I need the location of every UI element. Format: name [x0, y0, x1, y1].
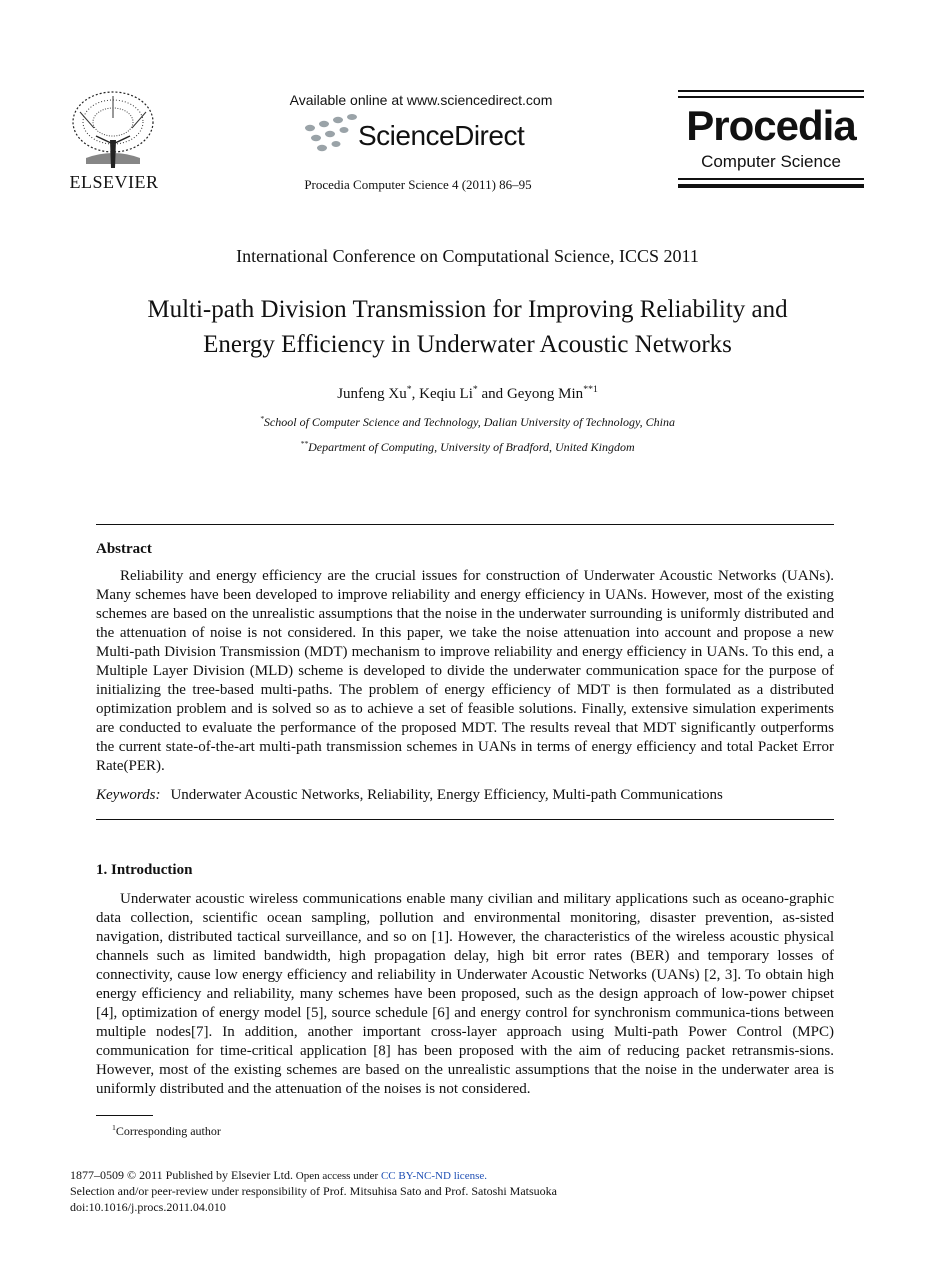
procedia-wordmark: Procedia — [686, 102, 856, 149]
peer-review-line: Selection and/or peer-review under responsibility of Prof. Mitsuhisa Sato and Prof. Satoshi Matsuoka — [70, 1184, 558, 1198]
author-mark: * — [472, 384, 478, 395]
footnote-mark: 1 — [112, 1123, 116, 1132]
conference-name: International Conference on Computational Science, ICCS 2011 — [236, 246, 699, 266]
abstract-heading: Abstract — [96, 541, 152, 557]
keywords-label: Keywords: — [96, 787, 161, 803]
intro-body — [96, 890, 834, 1099]
copyright-line — [70, 1167, 487, 1184]
affiliation-mark: ** — [300, 439, 309, 448]
open-access-text: Open access under — [293, 1170, 381, 1182]
divider-top — [96, 524, 834, 525]
keywords-list: Underwater Acoustic Networks, Reliability, Energy Efficiency, Multi-path Communications — [170, 787, 723, 803]
affiliation-text: School of Computer Science and Technology, Dalian University of Technology, China — [263, 415, 675, 429]
author-list — [0, 384, 935, 403]
journal-reference: Procedia Computer Science 4 (2011) 86–95 — [304, 177, 532, 192]
elsevier-wordmark: ELSEVIER — [69, 172, 159, 192]
title-line-2: Energy Efficiency in Underwater Acoustic Networks — [203, 331, 732, 358]
author-name: Keqiu Li — [419, 386, 473, 402]
affiliation-mark: * — [260, 414, 264, 423]
affiliation-text: Department of Computing, University of Bradford, United Kingdom — [308, 440, 635, 454]
divider-bottom — [96, 819, 834, 820]
footnote — [112, 1123, 221, 1139]
sciencedirect-logo-text: ScienceDirect — [358, 120, 525, 151]
intro-paragraph: Underwater acoustic wireless communications enable many civilian and military applications such as oceano-graphic data collection, scientific ocean sampling, pollution and environmental monitoring, disaster prevention, as-sisted navigation, distributed tactical surveillance, and so on [1]. However, the characteristics of the wireless acoustic physical channels such as limited bandwidth, high propagation delay, high bit error rates (BER) and temporary losses of connectivity, cause low energy efficiency and reliability in Underwater Acoustic Networks (UANs) [2, 3]. To obtain high energy efficiency and reliability, many schemes have been proposed, such as the design approach of low-power chipset [4], optimization of energy model [5], source schedule [6] and energy control for synchronism communica-tions between multiple nodes[7]. In addition, another important cross-layer approach using Multi-path Power Control (MPC) communication for time-critical application [8] has been proposed with the aim of reducing packet retransmis-sions. However, most of the existing schemes are based on the unrealistic assumptions that the noise in the underwater area is uniformly distributed and the attenuation of the noises is not considered. — [96, 891, 834, 1097]
copyright-text: 1877–0509 © 2011 Published by Elsevier Ltd. — [70, 1168, 293, 1182]
author-separator: and — [477, 386, 507, 402]
affiliation-2 — [0, 439, 935, 455]
footnote-rule — [96, 1115, 153, 1116]
intro-heading: 1. Introduction — [96, 862, 193, 878]
abstract-body — [96, 567, 834, 776]
abstract-paragraph: Reliability and energy efficiency are the crucial issues for construction of Underwater Acoustic Networks (UANs). Many schemes have been developed to improve reliability and energy efficiency in UANs. However, most of the existing schemes are based on the unrealistic assumptions that the noise in the underwater surrounding is uniformly distributed and the attenuation of noise is not considered. In this paper, we take the noise attenuation into account and propose a new Multi-path Division Transmission (MDT) mechanism to improve reliability and energy efficiency in UANs. To this end, a Multiple Layer Division (MLD) scheme is developed to divide the underwater communication space for the purpose of initializing the tree-based multi-paths. The problem of energy efficiency of MDT is then formulated as a distributed optimization problem and is solved so as to achieve a set of feasible solutions. Finally, extensive simulation experiments are conducted to evaluate the performance of the proposed MDT. The results reveal that MDT significantly outperforms the current state-of-the-art multi-path transmission schemes in UANs in terms of energy efficiency and total Packet Error Rate(PER). — [96, 568, 834, 774]
paper-title — [60, 292, 875, 362]
license-link[interactable]: CC BY-NC-ND license. — [380, 1170, 487, 1182]
author-name: Geyong Min — [506, 386, 584, 402]
affiliation-1 — [0, 414, 935, 430]
procedia-subtitle: Computer Science — [701, 152, 841, 171]
author-name: Junfeng Xu — [337, 386, 407, 402]
procedia-logo — [678, 90, 864, 190]
available-online-text[interactable]: Available online at www.sciencedirect.com — [289, 92, 553, 108]
keywords-line — [96, 787, 834, 804]
title-line-1: Multi-path Division Transmission for Improving Reliability and — [147, 296, 788, 323]
doi-line[interactable]: doi:10.1016/j.procs.2011.04.010 — [70, 1200, 226, 1214]
author-separator: , — [411, 386, 420, 402]
footnote-text: Corresponding author — [115, 1124, 221, 1138]
author-mark: * — [406, 384, 412, 395]
author-mark: **1 — [583, 384, 598, 395]
